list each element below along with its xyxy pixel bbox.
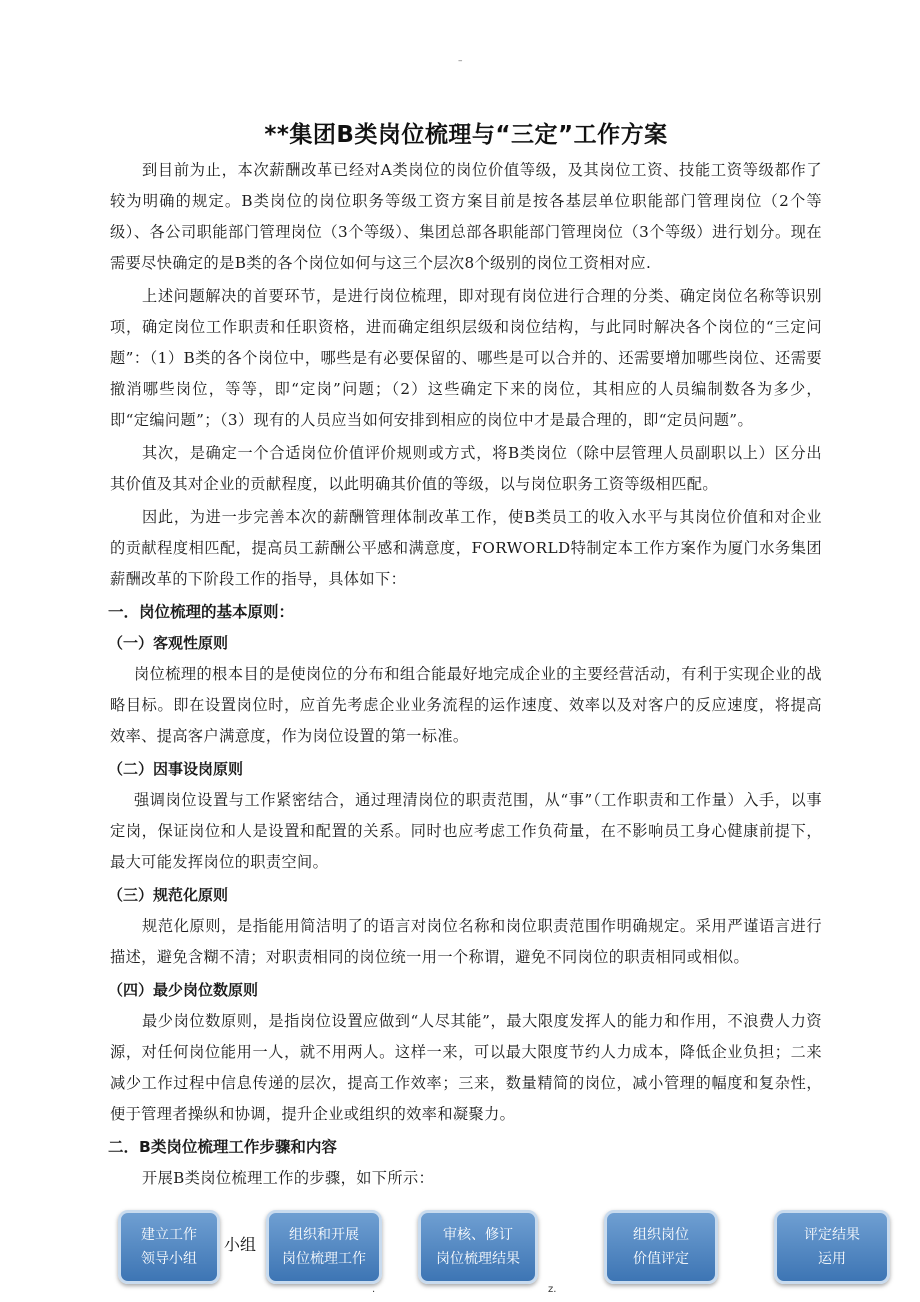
document-page xyxy=(110,108,822,1196)
flow-step-4-line2: 价值评定 xyxy=(633,1251,689,1267)
flow-between-label: 小组 xyxy=(224,1235,257,1254)
flow-step-3 xyxy=(418,1210,538,1284)
subsection-3-text: 规范化原则，是指能用简洁明了的语言对岗位名称和岗位职责范围作明确规定。采用严谨语言进行描述，避免含糊不清；对职责相同的岗位统一用一个称谓，避免不同岗位的职责相同或相似。 xyxy=(110,917,822,966)
section-2-text: 开展B类岗位梳理工作的步骤，如下所示： xyxy=(142,1169,435,1187)
intro-paragraph-4: 因此，为进一步完善本次的薪酬管理体制改革工作，使B类员工的收入水平与其岗位价值和对企业的贡献程度相匹配，提高员工薪酬公平感和满意度，FORWORLD特制定本工作方案作为厦门水务集团薪酬改革的下阶段工作的指导，具体如下： xyxy=(110,508,822,588)
section-2-heading: 二．B类岗位梳理工作步骤和内容 xyxy=(108,1138,337,1156)
section-1-heading: 一．岗位梳理的基本原则： xyxy=(108,603,295,621)
subsection-4-heading: （四）最少岗位数原则 xyxy=(108,981,259,999)
flow-step-4 xyxy=(604,1210,718,1284)
flow-step-1-line2: 领导小组 xyxy=(141,1251,197,1267)
process-flowchart xyxy=(0,1210,920,1290)
intro-paragraph-3: 其次，是确定一个合适岗位价值评价规则或方式，将B类岗位（除中层管理人员副职以上）区分出其价值及其对企业的贡献程度，以此明确其价值的等级，以与岗位职务工资等级相匹配。 xyxy=(110,444,822,493)
flow-step-2-line2: 岗位梳理工作 xyxy=(282,1251,366,1267)
subsection-1-text: 岗位梳理的根本目的是使岗位的分布和组合能最好地完成企业的主要经营活动，有利于实现企业的战略目标。即在设置岗位时，应首先考虑企业业务流程的运作速度、效率以及对客户的反应速度，将提高效率、提高客户满意度，作为岗位设置的第一标准。 xyxy=(110,665,822,745)
flow-step-2 xyxy=(266,1210,382,1284)
subsection-4-text: 最少岗位数原则，是指岗位设置应做到“人尽其能”，最大限度发挥人的能力和作用，不浪费人力资源，对任何岗位能用一人，就不用两人。这样一来，可以最大限度节约人力成本，降低企业负担；二来减少工作过程中信息传递的层次，提高工作效率；三来，数量精简的岗位，减小管理的幅度和复杂性，便于管理者操纵和协调，提升企业或组织的效率和凝聚力。 xyxy=(110,1012,822,1123)
footer-right-mark: z. xyxy=(548,1284,557,1295)
flow-step-5 xyxy=(774,1210,890,1284)
intro-paragraph-1: 到目前为止，本次薪酬改革已经对A类岗位的岗位价值等级，及其岗位工资、技能工资等级都作了较为明确的规定。B类岗位的岗位职务等级工资方案目前是按各基层单位职能部门管理岗位（2个等级）、各公司职能部门管理岗位（3个等级）、集团总部各职能部门管理岗位（3个等级）进行划分。现在需要尽快确定的是B类的各个岗位如何与这三个层次8个级别的岗位工资相对应. xyxy=(110,161,822,272)
header-mark: – xyxy=(458,56,463,66)
flow-step-4-line1: 组织岗位 xyxy=(633,1227,689,1243)
subsection-2-text: 强调岗位设置与工作紧密结合，通过理清岗位的职责范围，从“事”（工作职责和工作量）入手，以事定岗，保证岗位和人是设置和配置的关系。同时也应考虑工作负荷量，在不影响员工身心健康前提下，最大可能发挥岗位的职责空间。 xyxy=(110,791,822,871)
flow-step-2-line1: 组织和开展 xyxy=(289,1227,359,1243)
document-title: **集团B类岗位梳理与“三定”工作方案 xyxy=(264,122,668,148)
subsection-3-heading: （三）规范化原则 xyxy=(108,886,229,904)
flow-step-5-line1: 评定结果 xyxy=(804,1227,860,1243)
intro-paragraph-2: 上述问题解决的首要环节，是进行岗位梳理，即对现有岗位进行合理的分类、确定岗位名称等识别项，确定岗位工作职责和任职资格，进而确定组织层级和岗位结构，与此同时解决各个岗位的“三定问题”：（1）B类的各个岗位中，哪些是有必要保留的、哪些是可以合并的、还需要增加哪些岗位、还需要撤消哪些岗位，等等，即“定岗”问题；（2）这些确定下来的岗位，其相应的人员编制数各为多少，即“定编问题”；（3）现有的人员应当如何安排到相应的岗位中才是最合理的，即“定员问题”。 xyxy=(110,287,822,429)
flow-step-3-line2: 岗位梳理结果 xyxy=(436,1251,520,1267)
flow-step-1-line1: 建立工作 xyxy=(141,1227,197,1243)
subsection-1-heading: （一）客观性原则 xyxy=(108,634,229,652)
flow-step-1 xyxy=(118,1210,220,1284)
subsection-2-heading: （二）因事设岗原则 xyxy=(108,760,244,778)
flow-step-3-line1: 审核、修订 xyxy=(443,1227,513,1243)
footer-left-mark: . xyxy=(372,1284,376,1295)
flow-step-5-line2: 运用 xyxy=(818,1251,846,1267)
